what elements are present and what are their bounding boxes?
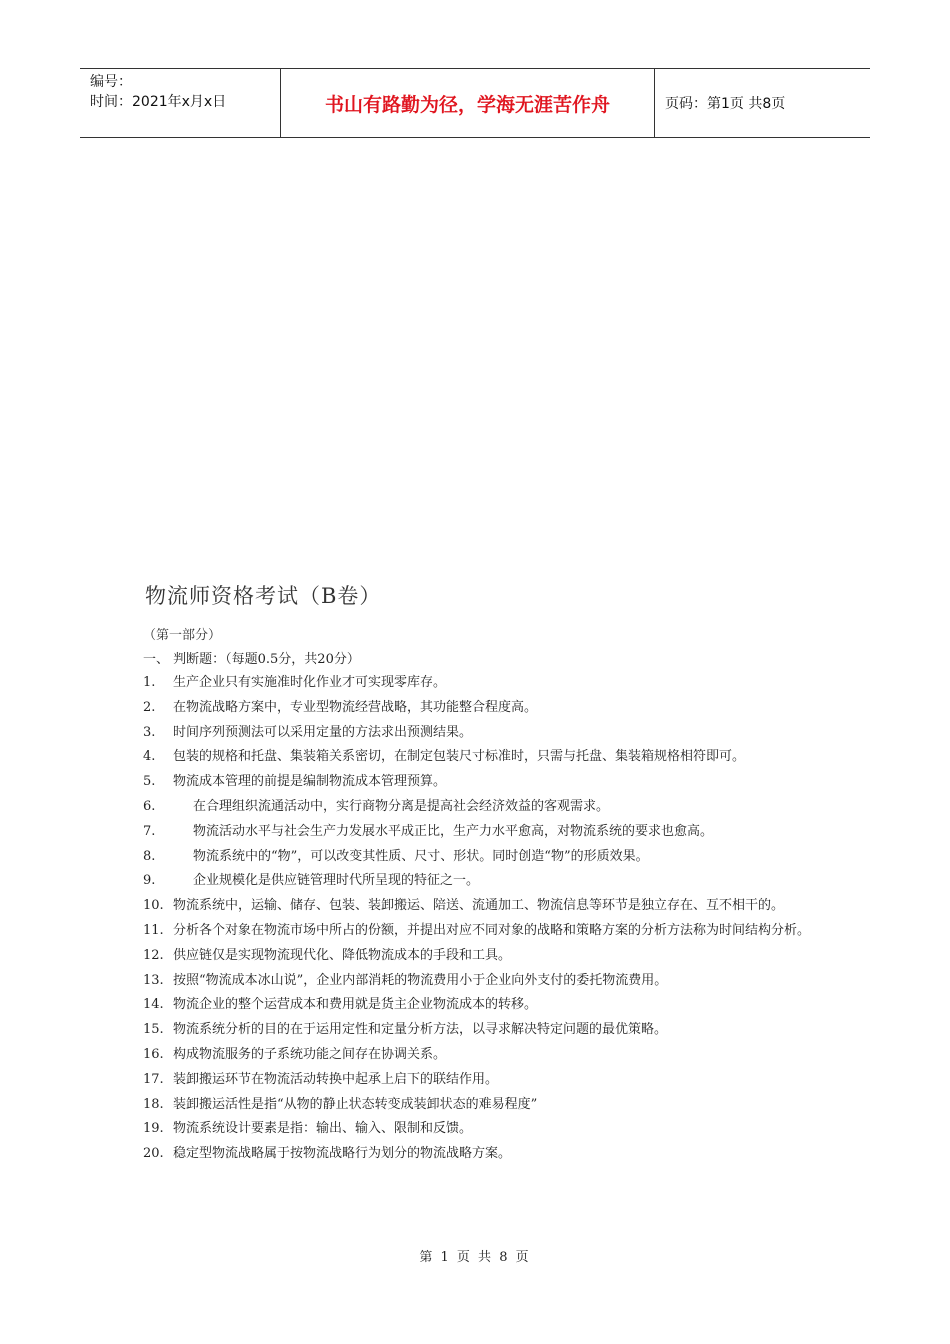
- question-item: [143, 845, 813, 870]
- question-text: 供应链仅是实现物流现代化、降低物流成本的手段和工具。: [173, 947, 512, 963]
- question-text: 生产企业只有实施准时化作业才可实现零库存。: [173, 675, 447, 690]
- question-item: [143, 1043, 813, 1068]
- document-title: 物流师资格考试（B卷）: [145, 584, 382, 608]
- document-header: [80, 68, 870, 138]
- header-motto: 书山有路勤为径，学海无涯苦作舟: [281, 69, 655, 137]
- question-item: [143, 869, 813, 894]
- question-number: 12.: [143, 947, 164, 963]
- question-item: [143, 944, 813, 969]
- question-list: [143, 671, 813, 1167]
- question-item: [143, 795, 813, 820]
- question-number: 11.: [143, 922, 164, 938]
- time-label: 时间：2021年x月x日: [90, 94, 227, 110]
- question-number: 5.: [143, 774, 156, 790]
- question-text: 时间序列预测法可以采用定量的方法求出预测结果。: [173, 724, 473, 740]
- question-text: 物流系统分析的目的在于运用定性和定量分析方法，以寻求解决特定问题的最优策略。: [173, 1022, 668, 1038]
- question-text: 物流系统设计要素是指：输出、输入、限制和反馈。: [173, 1121, 473, 1137]
- question-item: [143, 993, 813, 1018]
- question-item: [143, 1093, 813, 1118]
- question-number: 1.: [143, 675, 156, 690]
- question-number: 13.: [143, 972, 164, 988]
- question-item: [143, 1018, 813, 1043]
- question-text: 在物流战略方案中，专业型物流经营战略，其功能整合程度高。: [173, 699, 538, 715]
- header-meta: [80, 69, 281, 137]
- question-number: 3.: [143, 724, 156, 740]
- question-item: [143, 745, 813, 770]
- question-number: 8.: [143, 848, 156, 864]
- question-item: [143, 969, 813, 994]
- question-item: [143, 1117, 813, 1142]
- question-item: [143, 820, 813, 845]
- question-number: 7.: [143, 823, 156, 839]
- number-label: 编号：: [90, 74, 132, 90]
- question-number: 16.: [143, 1046, 164, 1062]
- question-number: 2.: [143, 699, 156, 715]
- question-text: 装卸搬运环节在物流活动转换中起承上启下的联结作用。: [173, 1071, 499, 1087]
- question-text: 构成物流服务的子系统功能之间存在协调关系。: [173, 1046, 447, 1062]
- question-text: 按照“物流成本冰山说”，企业内部消耗的物流费用小于企业向外支付的委托物流费用。: [173, 972, 668, 988]
- question-number: 18.: [143, 1096, 164, 1112]
- section-heading: 一、 判断题：（每题0.5分，共20分）: [143, 652, 360, 667]
- question-text: 物流系统中的“物”，可以改变其性质、尺寸、形状。同时创造“物”的形质效果。: [193, 848, 649, 864]
- question-number: 20.: [143, 1146, 164, 1162]
- question-item: [143, 671, 813, 696]
- question-number: 4.: [143, 749, 156, 765]
- question-item: [143, 919, 813, 944]
- question-text: 分析各个对象在物流市场中所占的份额，并提出对应不同对象的战略和策略方案的分析方法称为时间结构分析。: [173, 922, 811, 938]
- question-item: [143, 1068, 813, 1093]
- question-number: 9.: [143, 873, 156, 889]
- header-page-info: 页码：第1页 共8页: [665, 96, 786, 112]
- question-number: 19.: [143, 1121, 164, 1137]
- question-number: 6.: [143, 798, 156, 814]
- question-number: 17.: [143, 1071, 164, 1087]
- question-item: [143, 721, 813, 746]
- question-text: 装卸搬运活性是指“从物的静止状态转变成装卸状态的难易程度”: [173, 1096, 538, 1112]
- question-text: 在合理组织流通活动中，实行商物分离是提高社会经济效益的客观需求。: [193, 798, 610, 814]
- question-text: 企业规模化是供应链管理时代所呈现的特征之一。: [193, 873, 480, 889]
- question-text: 物流活动水平与社会生产力发展水平成正比，生产力水平愈高，对物流系统的要求也愈高。: [193, 823, 714, 839]
- question-text: 稳定型物流战略属于按物流战略行为划分的物流战略方案。: [173, 1146, 512, 1162]
- question-number: 15.: [143, 1022, 164, 1038]
- question-text: 包装的规格和托盘、集装箱关系密切，在制定包装尺寸标准时，只需与托盘、集装箱规格相符即可。: [173, 749, 746, 765]
- question-item: [143, 894, 813, 919]
- question-item: [143, 696, 813, 721]
- part-label: （第一部分）: [143, 628, 222, 643]
- question-item: [143, 770, 813, 795]
- question-text: 物流成本管理的前提是编制物流成本管理预算。: [173, 774, 447, 790]
- question-text: 物流企业的整个运营成本和费用就是货主企业物流成本的转移。: [173, 997, 538, 1013]
- page-footer: 第 1 页 共 8 页: [419, 1250, 531, 1265]
- question-number: 14.: [143, 997, 164, 1013]
- question-text: 物流系统中，运输、储存、包装、装卸搬运、陪送、流通加工、物流信息等环节是独立存在、互不相干的。: [173, 898, 785, 914]
- question-item: [143, 1142, 813, 1167]
- question-number: 10.: [143, 898, 164, 914]
